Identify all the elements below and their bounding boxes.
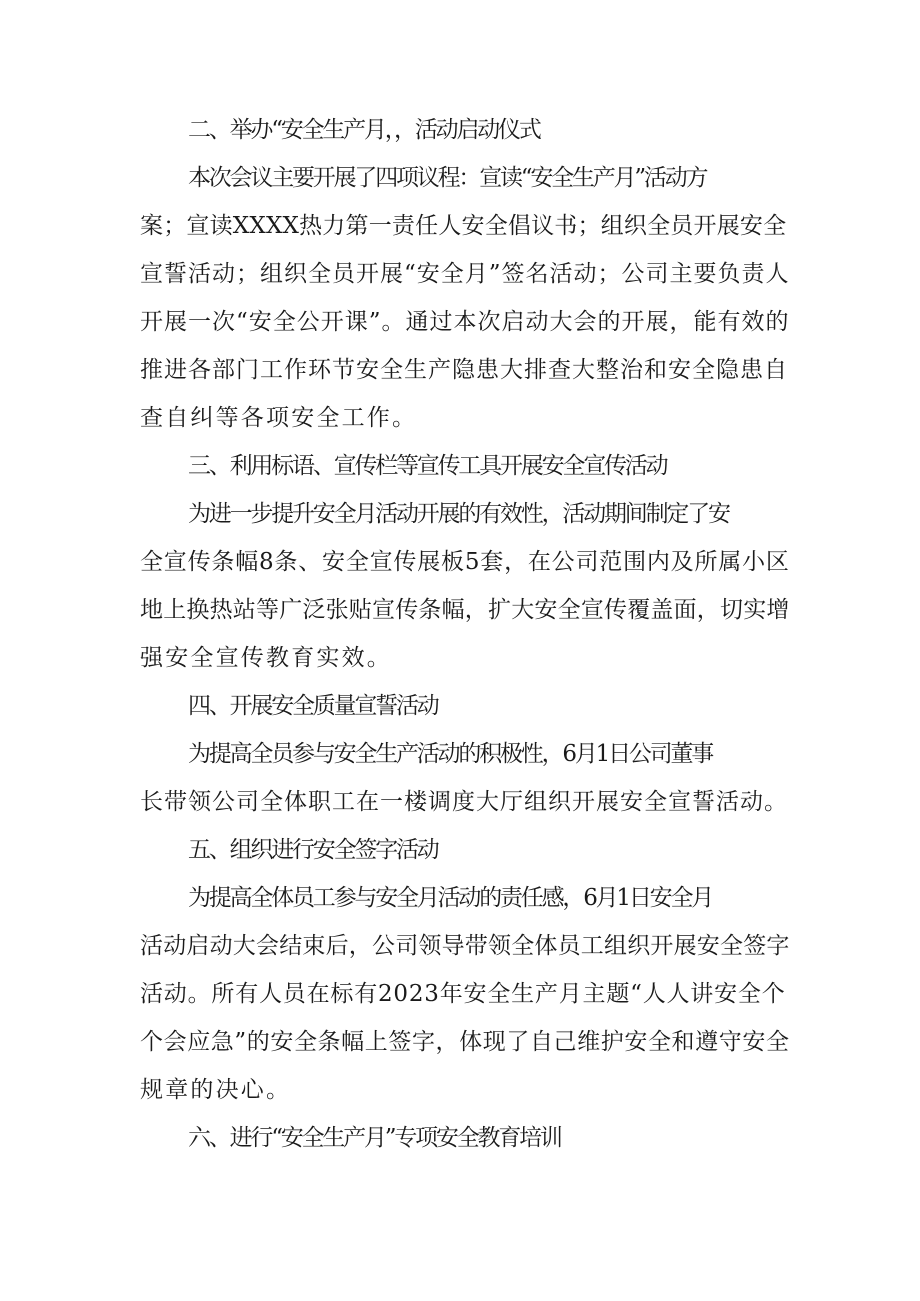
paragraph-line: 开展一次“安全公开课”。通过本次启动大会的开展，能有效的 — [140, 309, 790, 335]
paragraph-line: 本次会议主要开展了四项议程：宣读“安全生产月”活动方 — [188, 165, 707, 191]
heading-section-5: 五、组织进行安全签字活动 — [188, 837, 438, 863]
paragraph-line: 活动。所有人员在标有2023年安全生产月主题“人人讲安全个 — [140, 981, 786, 1007]
paragraph-line: 为提高全员参与安全生产活动的积极性，6月1日公司董事 — [188, 741, 713, 767]
heading-section-2: 二、举办“安全生产月，，活动启动仪式 — [188, 117, 540, 143]
paragraph-line: 推进各部门工作环节安全生产隐患大排查大整治和安全隐患自 — [140, 357, 788, 383]
paragraph-line: 活动启动大会结束后，公司领导带领全体员工组织开展安全签字 — [140, 933, 790, 959]
paragraph-line: 全宣传条幅8条、安全宣传展板5套，在公司范围内及所属小区 — [140, 549, 790, 575]
paragraph-line: 查自纠等各项安全工作。 — [140, 405, 418, 431]
heading-section-3: 三、利用标语、宣传栏等宣传工具开展安全宣传活动 — [188, 453, 667, 479]
heading-section-4: 四、开展安全质量宣誓活动 — [188, 693, 438, 719]
heading-section-6: 六、进行“安全生产月”专项安全教育培训 — [188, 1125, 561, 1151]
paragraph-line: 强安全宣传教育实效。 — [140, 645, 392, 671]
paragraph-line: 案；宣读XXXX热力第一责任人安全倡议书；组织全员开展安全 — [140, 213, 787, 239]
paragraph-line: 个会应急”的安全条幅上签字，体现了自己维护安全和遵守安全 — [140, 1029, 790, 1055]
paragraph-line: 地上换热站等广泛张贴宣传条幅，扩大安全宣传覆盖面，切实增 — [140, 597, 790, 623]
paragraph-line: 长带领公司全体职工在一楼调度大厅组织开展安全宣誓活动。 — [140, 789, 788, 815]
paragraph-line: 为提高全体员工参与安全月活动的责任感，6月1日安全月 — [188, 885, 713, 911]
paragraph-line: 为进一步提升安全月活动开展的有效性，活动期间制定了安 — [188, 501, 729, 527]
paragraph-line: 规章的决心。 — [140, 1077, 292, 1103]
paragraph-line: 宣誓活动；组织全员开展“安全月”签名活动；公司主要负责人 — [140, 261, 790, 287]
